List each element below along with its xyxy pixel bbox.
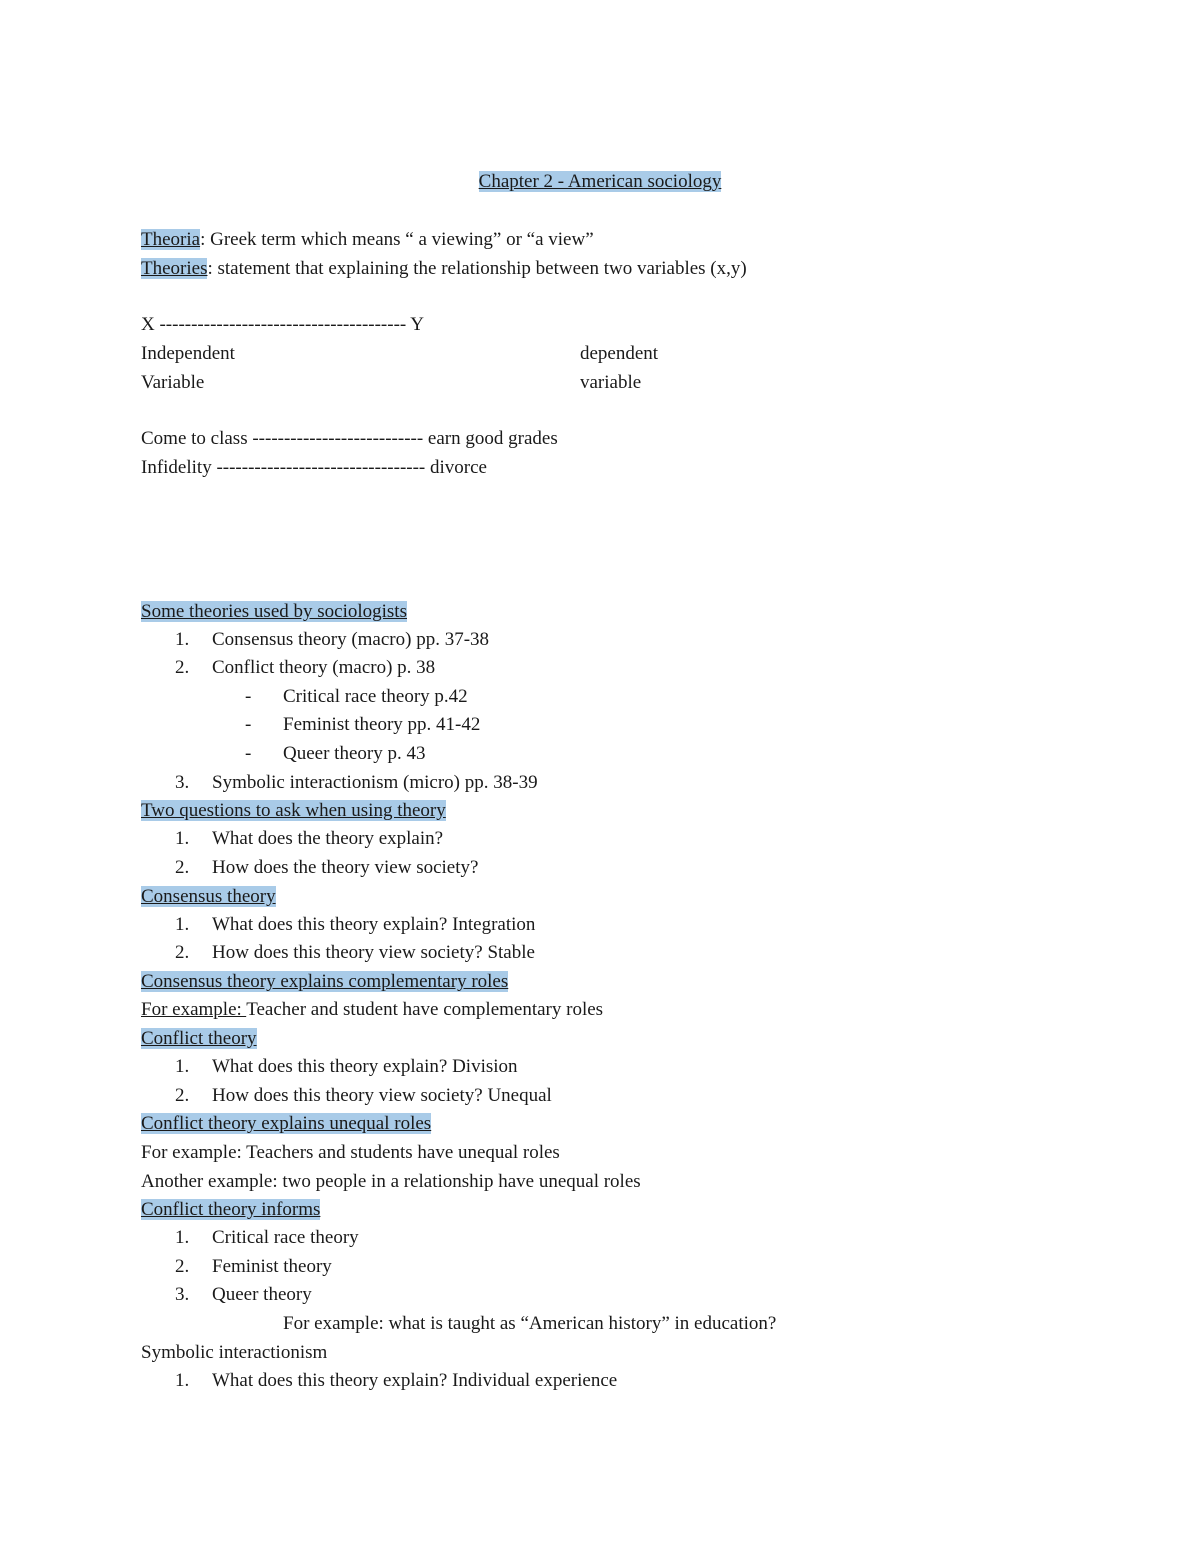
list-item xyxy=(175,628,489,652)
sub-list-item xyxy=(245,742,425,766)
list-marker: 1. xyxy=(175,629,190,650)
list-marker: 1. xyxy=(175,1227,190,1248)
list-item xyxy=(175,913,535,937)
list-item-text: Feminist theory xyxy=(212,1256,332,1277)
page-title: Chapter 2 - American sociology xyxy=(478,171,722,192)
list-item-text: Consensus theory (macro) pp. 37-38 xyxy=(212,629,490,650)
section-heading: Consensus theory xyxy=(141,886,276,907)
section-heading: Conflict theory xyxy=(141,1028,257,1049)
list-marker: - xyxy=(245,743,252,764)
list-item-text: Feminist theory pp. 41-42 xyxy=(283,714,481,735)
list-item-text: How does the theory view society? xyxy=(212,857,479,878)
list-item xyxy=(175,856,478,880)
list-item-text: Queer theory xyxy=(212,1284,312,1305)
example-line: Infidelity --------------------------------- divorce xyxy=(141,457,487,478)
section-heading: Conflict theory informs xyxy=(141,1199,321,1220)
list-item xyxy=(175,1226,359,1250)
section-heading: Conflict theory explains unequal roles xyxy=(141,1113,432,1134)
list-marker: 2. xyxy=(175,942,190,963)
list-item-text: Queer theory p. 43 xyxy=(283,743,426,764)
list-item xyxy=(175,1369,617,1393)
example-line: For example: Teachers and students have unequal roles xyxy=(141,1142,560,1163)
list-marker: 2. xyxy=(175,657,190,678)
list-item-text: How does this theory view society? Unequal xyxy=(212,1085,552,1106)
list-item-text: What does this theory explain? Integration xyxy=(212,914,536,935)
xy-relation-line: X --------------------------------------- Y xyxy=(141,314,424,335)
list-marker: 1. xyxy=(175,914,190,935)
list-item-text: How does this theory view society? Stable xyxy=(212,942,535,963)
xy-labels-row-2: Variable variable xyxy=(141,372,642,393)
list-item xyxy=(175,1255,332,1279)
list-item-text: What does this theory explain? Individual experience xyxy=(212,1370,618,1391)
list-item xyxy=(175,827,443,851)
list-marker: 2. xyxy=(175,1256,190,1277)
definition-theoria: Theoria: Greek term which means “ a viewing” or “a view” xyxy=(141,229,594,250)
list-marker: - xyxy=(245,714,252,735)
section-heading: Some theories used by sociologists xyxy=(141,601,407,622)
list-item-text: What does this theory explain? Division xyxy=(212,1056,518,1077)
example-line: For example: what is taught as “American history” in education? xyxy=(283,1313,777,1334)
list-item-text: Symbolic interactionism (micro) pp. 38-39 xyxy=(212,772,538,793)
sub-list-item xyxy=(245,713,480,737)
list-marker: 2. xyxy=(175,857,190,878)
list-marker: 1. xyxy=(175,1056,190,1077)
list-item xyxy=(175,1084,552,1108)
section-heading: Symbolic interactionism xyxy=(141,1342,328,1363)
xy-labels-row-1: Independent dependent xyxy=(141,343,659,364)
list-item xyxy=(175,656,435,680)
list-item xyxy=(175,1055,518,1079)
definition-theories: Theories: statement that explaining the relationship between two variables (x,y) xyxy=(141,258,747,279)
list-marker: 3. xyxy=(175,772,190,793)
list-marker: 1. xyxy=(175,828,190,849)
list-item-text: Critical race theory xyxy=(212,1227,359,1248)
list-marker: 1. xyxy=(175,1370,190,1391)
section-heading: Consensus theory explains complementary roles xyxy=(141,971,509,992)
list-marker: 3. xyxy=(175,1284,190,1305)
list-item-text: Critical race theory p.42 xyxy=(283,686,468,707)
list-item-text: What does the theory explain? xyxy=(212,828,444,849)
example-line: Come to class --------------------------- earn good grades xyxy=(141,428,558,449)
section-heading: Two questions to ask when using theory xyxy=(141,800,446,821)
list-item xyxy=(175,941,535,965)
list-item-text: Conflict theory (macro) p. 38 xyxy=(212,657,436,678)
list-marker: - xyxy=(245,686,252,707)
list-marker: 2. xyxy=(175,1085,190,1106)
example-line: Another example: two people in a relationship have unequal roles xyxy=(141,1171,641,1192)
list-item xyxy=(175,1283,312,1307)
example-line: For example: Teacher and student have complementary roles xyxy=(141,999,604,1020)
sub-list-item xyxy=(245,685,468,709)
list-item xyxy=(175,771,538,795)
